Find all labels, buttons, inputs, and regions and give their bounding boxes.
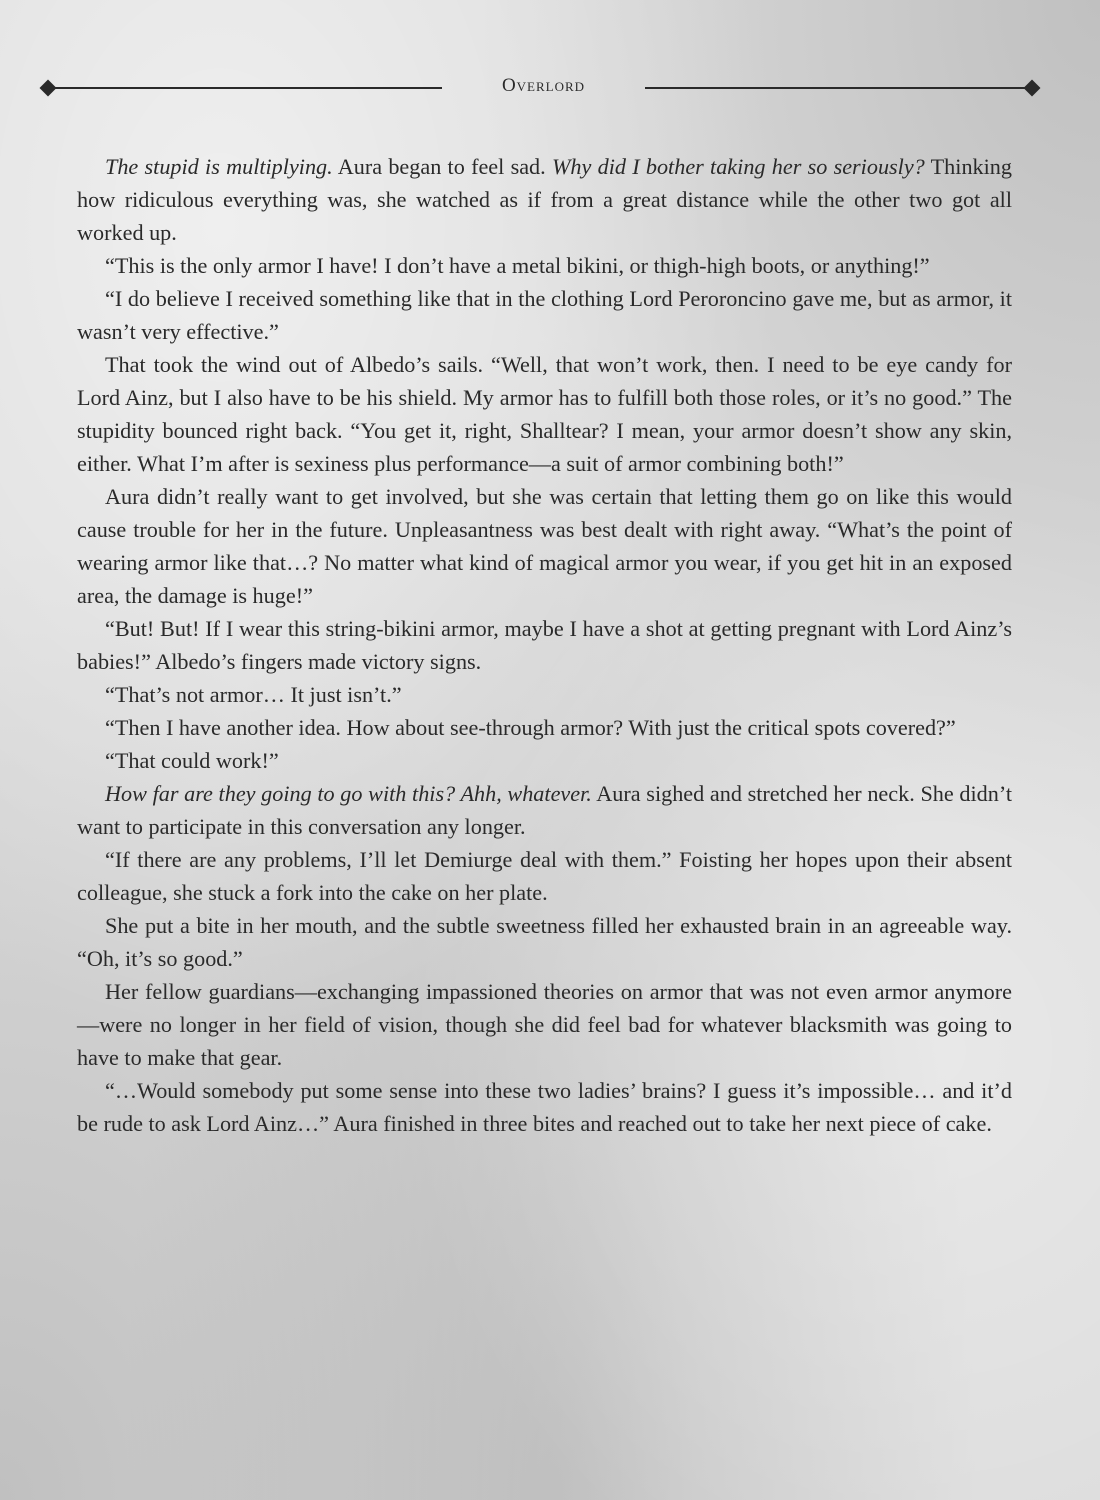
text-segment: She put a bite in her mouth, and the subtle sweetness filled her exhausted brain in an agreeable way. “Oh, it’s so good.” bbox=[77, 913, 1012, 971]
left-header-rule bbox=[50, 87, 442, 89]
text-segment: Her fellow guardians—exchanging impassioned theories on armor that was not even armor anymore—were no longer in her field of vision, though she did feel bad for whatever blacksmith was going to have to make that gear. bbox=[77, 979, 1012, 1070]
text-segment: Aura began to feel sad. bbox=[332, 154, 552, 179]
paragraph bbox=[77, 1074, 1012, 1140]
paragraph bbox=[77, 843, 1012, 909]
italic-text-segment: The stupid is multiplying. bbox=[105, 154, 333, 179]
paragraph bbox=[77, 150, 1012, 249]
text-segment: “…Would somebody put some sense into these two ladies’ brains? I guess it’s impossible… and it’d be rude to ask Lord Ainz…” Aura finished in three bites and reached out to take her next piece of cake. bbox=[77, 1078, 1012, 1136]
paragraph bbox=[77, 249, 1012, 282]
book-title: Overlord bbox=[501, 75, 586, 96]
text-segment: “But! But! If I wear this string-bikini armor, maybe I have a shot at getting pregnant with Lord Ainz’s babies!” Albedo’s fingers made victory signs. bbox=[77, 616, 1012, 674]
text-segment: That took the wind out of Albedo’s sails. “Well, that won’t work, then. I need to be eye candy for Lord Ainz, but I also have to be his shield. My armor has to fulfill both those roles, or it’s no good.” The stupidity bounced right back. “You get it, right, Shalltear? I mean, your armor doesn’t show any skin, either. What I’m after is sexiness plus performance—a suit of armor combining both!” bbox=[77, 352, 1012, 476]
paragraph bbox=[77, 612, 1012, 678]
paragraph bbox=[77, 909, 1012, 975]
italic-text-segment: Why did I bother taking her so seriously? bbox=[551, 154, 925, 179]
paragraph bbox=[77, 678, 1012, 711]
paragraph bbox=[77, 348, 1012, 480]
paragraph bbox=[77, 711, 1012, 744]
paragraph bbox=[77, 744, 1012, 777]
text-segment: Thinking how ridiculous everything was, she watched as if from a great distance while the other two got all worked up. bbox=[77, 154, 1012, 245]
paragraph bbox=[77, 777, 1012, 843]
right-diamond-ornament bbox=[1024, 80, 1041, 97]
text-segment: Aura didn’t really want to get involved, but she was certain that letting them go on like this would cause trouble for her in the future. Unpleasantness was best dealt with right away. “What’s the point of wearing armor like that…? No matter what kind of magical armor you wear, if you get hit in an exposed area, the damage is huge!” bbox=[77, 484, 1012, 608]
paragraph bbox=[77, 282, 1012, 348]
text-segment: “I do believe I received something like that in the clothing Lord Peroroncino gave me, but as armor, it wasn’t very effective.” bbox=[77, 286, 1012, 344]
paragraph bbox=[77, 480, 1012, 612]
text-segment: Aura sighed and stretched her neck. She didn’t want to participate in this conversation any longer. bbox=[77, 781, 1012, 839]
right-header-rule bbox=[645, 87, 1030, 89]
text-segment: “Then I have another idea. How about see-through armor? With just the critical spots covered?” bbox=[105, 715, 956, 740]
text-segment: “If there are any problems, I’ll let Demiurge deal with them.” Foisting her hopes upon their absent colleague, she stuck a fork into the cake on her plate. bbox=[77, 847, 1012, 905]
text-segment: “That could work!” bbox=[105, 748, 279, 773]
text-segment: “This is the only armor I have! I don’t have a metal bikini, or thigh-high boots, or anything!” bbox=[105, 253, 930, 278]
text-segment: “That’s not armor… It just isn’t.” bbox=[105, 682, 402, 707]
running-header bbox=[40, 74, 1046, 102]
italic-text-segment: How far are they going to go with this? Ahh, whatever. bbox=[105, 781, 592, 806]
body-text bbox=[77, 150, 1012, 1140]
paragraph bbox=[77, 975, 1012, 1074]
